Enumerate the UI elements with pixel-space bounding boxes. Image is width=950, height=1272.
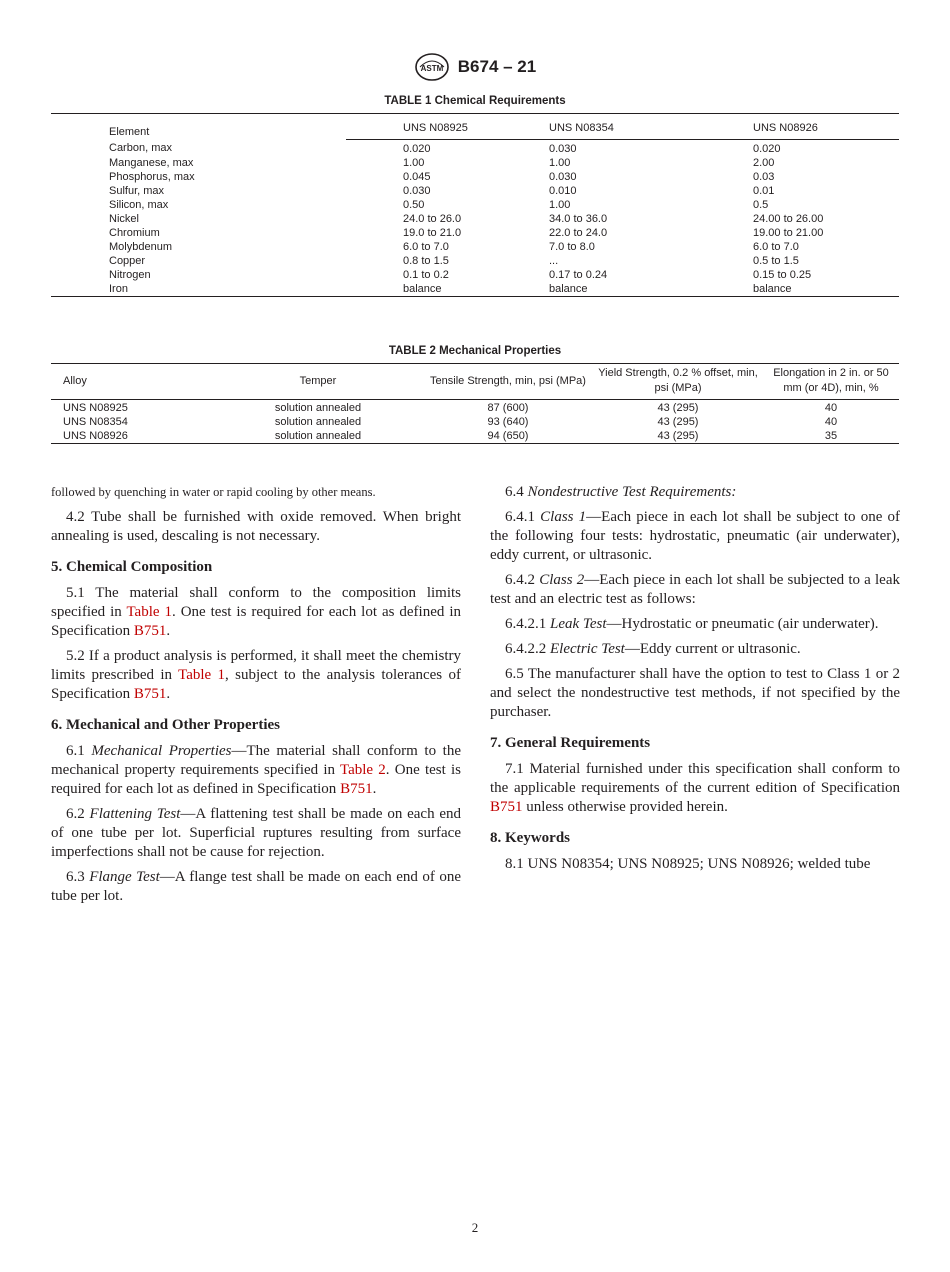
- page-header: [0, 52, 950, 82]
- table-row: [51, 240, 899, 254]
- section-heading-6: 6. Mechanical and Other Properties: [51, 717, 280, 733]
- value-cell: 43 (295): [657, 430, 699, 442]
- value-cell: 24.0 to 26.0: [403, 212, 462, 225]
- paragraph-6-4-2-1: 6.4.2.1 Leak Test—Hydrostatic or pneumatic (air underwater).: [505, 616, 879, 632]
- value-cell: 2.00: [753, 156, 775, 169]
- value-cell: 7.0 to 8.0: [549, 240, 595, 253]
- table1-link[interactable]: Table 1: [178, 667, 226, 683]
- b751-link[interactable]: B751: [133, 686, 167, 702]
- table-row: [51, 184, 899, 198]
- element-cell: Manganese, max: [109, 156, 194, 169]
- alloy-cell: UNS N08925: [63, 402, 128, 414]
- table-row: [51, 254, 899, 268]
- value-cell: 0.8 to 1.5: [403, 254, 449, 267]
- column-header: Tensile Strength, min, psi (MPa): [423, 364, 593, 400]
- value-cell: balance: [549, 282, 588, 295]
- column-header: Alloy: [51, 364, 213, 400]
- value-cell: 35: [824, 430, 838, 442]
- value-cell: 0.50: [403, 198, 425, 211]
- value-cell: 0.03: [753, 170, 775, 183]
- element-cell: Silicon, max: [109, 198, 169, 211]
- value-cell: solution annealed: [274, 416, 362, 428]
- table-row: [51, 139, 899, 156]
- paragraph-7-1: 7.1 Material furnished under this specification shall conform to the applicable requirements of the current edition of Specification B751 unless otherwise provided herein.: [490, 761, 900, 815]
- element-cell: Chromium: [109, 226, 160, 239]
- table-row: [51, 415, 899, 429]
- section-heading-5: 5. Chemical Composition: [51, 559, 213, 575]
- table-row: [51, 268, 899, 282]
- value-cell: 94 (650): [487, 430, 529, 442]
- column-header: Elongation in 2 in. or 50 mm (or 4D), min, %: [763, 364, 899, 400]
- table-row: [51, 226, 899, 240]
- paragraph-5-2: 5.2 If a product analysis is performed, it shall meet the chemistry limits prescribed in Table 1, subject to the analysis tolerances of Specification B751.: [51, 648, 461, 702]
- element-cell: Sulfur, max: [109, 184, 165, 197]
- column-header: Yield Strength, 0.2 % offset, min, psi (MPa): [593, 364, 763, 400]
- section-heading-8: 8. Keywords: [490, 830, 570, 846]
- value-cell: solution annealed: [274, 430, 362, 442]
- left-column: [51, 483, 461, 912]
- value-cell: 0.1 to 0.2: [403, 268, 449, 281]
- value-cell: 0.15 to 0.25: [753, 268, 812, 281]
- paragraph-5-1: 5.1 The material shall conform to the composition limits specified in Table 1. One test is required for each lot as defined in Specification B751.: [51, 585, 461, 639]
- mechanical-properties-table: [51, 363, 899, 444]
- value-cell: solution annealed: [274, 402, 362, 414]
- element-cell: Iron: [109, 282, 128, 295]
- table-row: [51, 282, 899, 297]
- table2-link[interactable]: Table 2: [339, 762, 386, 778]
- svg-text:ASTM: ASTM: [420, 64, 444, 73]
- value-cell: 34.0 to 36.0: [549, 212, 608, 225]
- table-row: [51, 429, 899, 444]
- value-cell: balance: [753, 282, 792, 295]
- value-cell: 0.17 to 0.24: [549, 268, 608, 281]
- value-cell: 1.00: [549, 198, 571, 211]
- paragraph-6-4-2-2: 6.4.2.2 Electric Test—Eddy current or ultrasonic.: [505, 641, 801, 657]
- column-header: UNS N08926: [753, 114, 899, 138]
- paragraph-6-4-2: 6.4.2 Class 2—Each piece in each lot shall be subjected to a leak test and an electric test as follows:: [490, 572, 900, 607]
- value-cell: 6.0 to 7.0: [753, 240, 799, 253]
- element-cell: Nitrogen: [109, 268, 151, 281]
- element-column-header: Element: [109, 126, 150, 138]
- element-cell: Copper: [109, 254, 146, 267]
- right-column: [490, 483, 900, 880]
- b751-link[interactable]: B751: [340, 781, 373, 797]
- value-cell: 6.0 to 7.0: [403, 240, 449, 253]
- value-cell: 24.00 to 26.00: [753, 212, 824, 225]
- value-cell: 1.00: [549, 156, 571, 169]
- table-row: [51, 198, 899, 212]
- paragraph-4-2: 4.2 Tube shall be furnished with oxide removed. When bright annealing is used, descaling is not necessary.: [51, 509, 461, 544]
- value-cell: 1.00: [403, 156, 425, 169]
- element-cell: Carbon, max: [109, 142, 172, 155]
- element-cell: Nickel: [109, 212, 139, 225]
- value-cell: 0.010: [549, 184, 577, 197]
- value-cell: balance: [403, 282, 442, 295]
- value-cell: 22.0 to 24.0: [549, 226, 608, 239]
- value-cell: 0.045: [403, 170, 431, 183]
- b751-link[interactable]: B751: [490, 799, 523, 815]
- value-cell: ...: [549, 254, 559, 267]
- paragraph-6-3: 6.3 Flange Test—A flange test shall be made on each end of one tube per lot.: [51, 869, 461, 904]
- paragraph-6-4-1: 6.4.1 Class 1—Each piece in each lot shall be subject to one of the following four tests: hydrostatic, pneumatic (air underwater), eddy current, or ultrasonic.: [490, 509, 901, 563]
- column-header: Temper: [213, 364, 423, 400]
- paragraph-6-2: 6.2 Flattening Test—A flattening test shall be made on each end of one tube per lot. Superficial ruptures resulting from surface imperfections shall not be cause for rejection.: [51, 806, 462, 860]
- page-number: 2: [471, 1220, 479, 1235]
- paragraph-6-1: 6.1 Mechanical Properties—The material shall conform to the mechanical property requirements specified in Table 2. One test is required for each lot as defined in Specification B751.: [51, 743, 461, 797]
- alloy-cell: UNS N08354: [63, 416, 128, 428]
- paragraph-6-4: 6.4 Nondestructive Test Requirements:: [505, 484, 737, 500]
- value-cell: 0.030: [403, 184, 431, 197]
- value-cell: 19.0 to 21.0: [403, 226, 462, 239]
- value-cell: 40: [824, 416, 838, 428]
- value-cell: 0.020: [753, 142, 781, 155]
- continued-paragraph: followed by quenching in water or rapid cooling by other means.: [51, 485, 376, 499]
- table-row: [51, 400, 899, 416]
- value-cell: 87 (600): [487, 402, 529, 414]
- element-cell: Molybdenum: [109, 240, 172, 253]
- chemical-requirements-table: [51, 113, 899, 297]
- paragraph-8-1: 8.1 UNS N08354; UNS N08925; UNS N08926; welded tube: [505, 856, 871, 872]
- table1-link[interactable]: Table 1: [126, 604, 172, 620]
- section-heading-7: 7. General Requirements: [490, 735, 651, 751]
- table-row: [51, 170, 899, 184]
- value-cell: 40: [824, 402, 838, 414]
- column-header: UNS N08354: [549, 114, 753, 138]
- value-cell: 0.5 to 1.5: [753, 254, 799, 267]
- table-row: [51, 212, 899, 226]
- value-cell: 19.00 to 21.00: [753, 226, 824, 239]
- table-row: [51, 156, 899, 170]
- element-cell: Phosphorus, max: [109, 170, 195, 183]
- table1-caption: TABLE 1 Chemical Requirements: [384, 95, 566, 107]
- value-cell: 43 (295): [657, 402, 699, 414]
- alloy-cell: UNS N08926: [63, 430, 128, 442]
- value-cell: 43 (295): [657, 416, 699, 428]
- paragraph-6-5: 6.5 The manufacturer shall have the option to test to Class 1 or 2 and select the nondestructive test methods, if not specified by the purchaser.: [490, 666, 900, 720]
- value-cell: 0.020: [403, 142, 431, 155]
- value-cell: 0.5: [753, 198, 769, 211]
- document-id: B674 – 21: [457, 57, 537, 76]
- value-cell: 93 (640): [487, 416, 529, 428]
- astm-logo-icon: [414, 52, 450, 82]
- value-cell: 0.01: [753, 184, 775, 197]
- b751-link[interactable]: B751: [133, 623, 167, 639]
- table2-caption: TABLE 2 Mechanical Properties: [388, 345, 562, 357]
- value-cell: 0.030: [549, 142, 577, 155]
- column-header: UNS N08925: [346, 114, 549, 138]
- value-cell: 0.030: [549, 170, 577, 183]
